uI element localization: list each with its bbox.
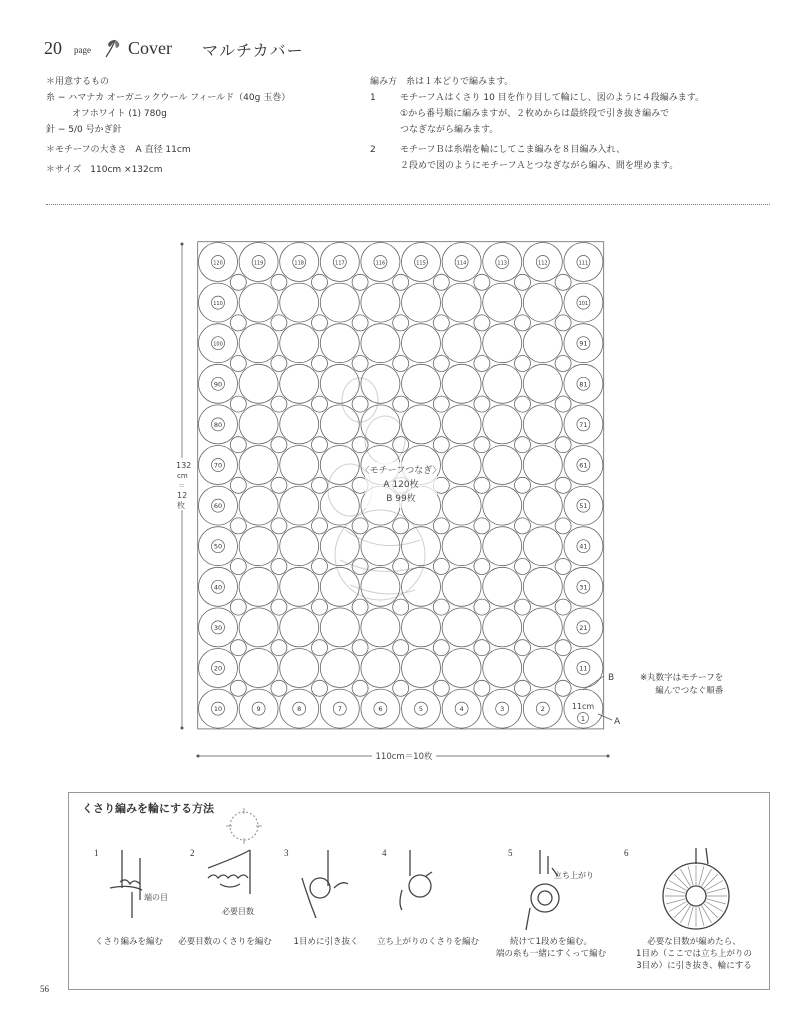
motif-a-circle xyxy=(361,405,400,444)
motif-a-circle xyxy=(320,283,359,322)
ring-stitch xyxy=(681,869,691,886)
motif-b-circle xyxy=(393,518,409,534)
motif-a-circle xyxy=(442,405,481,444)
step-5-number: 5 xyxy=(508,848,513,858)
motif-b-circle xyxy=(352,274,368,290)
motif-order-number: 60 xyxy=(213,502,223,511)
motif-a-circle xyxy=(280,405,319,444)
step-4-number: 4 xyxy=(382,848,387,858)
motif-order-number: 117 xyxy=(335,260,345,267)
motif-b-circle xyxy=(433,437,449,453)
motif-a-circle xyxy=(320,405,359,444)
motif-b-circle xyxy=(352,640,368,656)
motif-a-circle xyxy=(320,324,359,363)
hook-line: 針 − 5/0 号かぎ針 xyxy=(46,125,122,135)
ring-stitch xyxy=(669,902,686,912)
motif-b-circle xyxy=(515,599,531,615)
motif-b-circle xyxy=(271,315,287,331)
motif-order-number: 41 xyxy=(579,542,588,551)
motif-a-circle xyxy=(442,527,481,566)
motif-order-number: 8 xyxy=(297,705,302,714)
motif-order-number: 90 xyxy=(213,380,223,389)
motif-order-number: 81 xyxy=(579,380,588,389)
center-count-a: A 120枚 xyxy=(383,480,419,490)
motif-a-circle xyxy=(239,446,278,485)
ring-stitch xyxy=(669,881,686,891)
motif-a-circle xyxy=(523,446,562,485)
step-1-illustration xyxy=(110,850,142,918)
center-count-b: B 99枚 xyxy=(386,494,416,504)
motif-order-number: 40 xyxy=(213,583,223,592)
page-ref-word: page xyxy=(74,45,91,55)
motif-order-number: 10 xyxy=(213,705,223,714)
motif-order-number: 3 xyxy=(500,705,505,714)
motif-a-circle xyxy=(280,649,319,688)
yarn-color-line: オフホワイト (1) 780g xyxy=(72,109,167,119)
motif-a-circle xyxy=(361,324,400,363)
motif-b-circle xyxy=(352,518,368,534)
motif-order-number: 2 xyxy=(540,705,545,714)
motif-b-circle xyxy=(515,640,531,656)
chain-ring-icon xyxy=(224,806,264,846)
motif-b-circle xyxy=(433,559,449,575)
motif-b-circle xyxy=(474,274,490,290)
motif-size-label: 11cm xyxy=(571,702,595,711)
motif-order-number: 118 xyxy=(294,260,304,267)
ring-stitch xyxy=(699,907,704,926)
ring-stitch xyxy=(688,866,693,885)
motif-order-number: 20 xyxy=(213,664,223,673)
motif-b-circle xyxy=(271,396,287,412)
step-3-number: 3 xyxy=(284,848,289,858)
caption-line: 端の糸も一緒にすくって編む xyxy=(495,949,607,959)
motif-a-circle xyxy=(402,527,441,566)
step-number: 1 xyxy=(370,93,376,103)
cover-label: Cover xyxy=(128,38,172,58)
motif-a-circle xyxy=(361,649,400,688)
step-3-illustration xyxy=(302,850,348,918)
ring-stitch xyxy=(666,899,685,904)
motif-b-circle xyxy=(230,599,246,615)
motif-b-circle xyxy=(352,356,368,372)
motif-a-circle xyxy=(523,567,562,606)
motif-order-number: 70 xyxy=(213,461,223,470)
instructions-heading: 編み方 糸は１本どりで編みます。 xyxy=(370,77,514,87)
note-line: ※丸数字はモチーフを xyxy=(640,673,724,683)
motif-b-circle xyxy=(433,599,449,615)
motif-a-circle xyxy=(442,608,481,647)
motif-order-number: 119 xyxy=(253,260,264,267)
step-number: 2 xyxy=(370,145,376,155)
note-line: 編んでつなぐ順番 xyxy=(655,686,724,696)
motif-b-circle xyxy=(393,356,409,372)
motif-b-circle xyxy=(555,274,571,290)
step-2-number: 2 xyxy=(190,848,195,858)
motif-a-circle xyxy=(280,486,319,525)
materials-heading: ＊用意するもの xyxy=(46,77,110,87)
motif-a-circle xyxy=(402,405,441,444)
motif-b-circle xyxy=(515,356,531,372)
motif-a-circle xyxy=(280,446,319,485)
page-ref-number: 20 xyxy=(44,38,62,58)
step-1-caption: くさり編みを編む xyxy=(94,937,163,947)
motif-order-number: 6 xyxy=(378,705,383,714)
howto-title: くさり編みを輪にする方法 xyxy=(82,802,214,815)
motif-b-circle xyxy=(312,477,328,493)
motif-order-number: 9 xyxy=(256,705,261,714)
step-2-caption: 必要目数のくさりを編む xyxy=(178,937,272,947)
motif-b-circle xyxy=(312,640,328,656)
motif-b-circle xyxy=(271,518,287,534)
caption-line: 1目め（ここでは立ち上がりの xyxy=(636,949,752,959)
motif-a-circle xyxy=(483,364,522,403)
motif-a-circle xyxy=(280,608,319,647)
motif-b-circle xyxy=(433,315,449,331)
ring-stitch xyxy=(699,866,704,885)
motif-b-circle xyxy=(393,599,409,615)
motif-b-circle xyxy=(555,559,571,575)
motif-b-circle xyxy=(312,315,328,331)
motif-order-number: 115 xyxy=(416,260,426,267)
caption-line: 3目め）に引き抜き、輪にする xyxy=(636,961,752,971)
motif-a-circle xyxy=(361,283,400,322)
motif-a-circle xyxy=(402,324,441,363)
motif-b-circle xyxy=(515,680,531,696)
motif-order-number: 30 xyxy=(213,623,223,632)
motif-a-circle xyxy=(483,608,522,647)
step-text: ２段めで図のようにモチーフＡとつなぎながら編み、間を埋めます。 xyxy=(400,161,679,171)
motif-b-circle xyxy=(271,640,287,656)
howto-illustrations xyxy=(80,848,760,930)
motif-order-number: 51 xyxy=(579,502,588,511)
motif-b-circle xyxy=(393,640,409,656)
motif-order-number: 5 xyxy=(418,705,424,714)
size-line: ＊サイズ 110cm ×132cm xyxy=(46,165,163,175)
motif-a-circle xyxy=(361,527,400,566)
step-5-label: 立ち上がり xyxy=(554,871,594,880)
motif-a-circle xyxy=(402,364,441,403)
motif-b-circle xyxy=(474,437,490,453)
step-2-illustration xyxy=(208,850,250,894)
motif-b-circle xyxy=(474,599,490,615)
motif-a-circle xyxy=(523,486,562,525)
motif-b-circle xyxy=(515,559,531,575)
step-5-illustration xyxy=(526,850,559,930)
motif-b-circle xyxy=(230,274,246,290)
ring-stitch xyxy=(674,874,688,888)
motif-a-circle xyxy=(523,324,562,363)
motif-order-number: 120 xyxy=(213,260,223,267)
motif-order-number: 21 xyxy=(579,623,588,632)
motif-a-circle xyxy=(239,608,278,647)
step-4-illustration xyxy=(400,850,432,910)
motif-a-circle xyxy=(523,405,562,444)
motif-a-circle xyxy=(442,649,481,688)
ring-stitch xyxy=(674,904,688,918)
step-5-caption xyxy=(494,936,608,960)
motif-order-number: 113 xyxy=(497,260,507,267)
motif-b-circle xyxy=(433,640,449,656)
motif-a-circle xyxy=(483,649,522,688)
motif-a-circle xyxy=(239,649,278,688)
width-label: 110cm＝10枚 xyxy=(375,752,433,762)
motif-b-circle xyxy=(393,274,409,290)
motif-a-circle xyxy=(320,364,359,403)
motif-order-number: 114 xyxy=(456,260,467,267)
motif-a-circle xyxy=(442,364,481,403)
motif-a-circle xyxy=(239,486,278,525)
motif-b-circle xyxy=(474,559,490,575)
step-3-caption: 1目めに引き抜く xyxy=(293,937,359,947)
step-1-label: 端の目 xyxy=(144,893,168,902)
motif-b-circle xyxy=(393,396,409,412)
motif-order-number: 110 xyxy=(213,301,223,308)
motif-b-circle xyxy=(271,274,287,290)
motif-b-circle xyxy=(515,274,531,290)
motif-a-circle xyxy=(361,364,400,403)
motif-b-circle xyxy=(555,356,571,372)
motif-a-circle xyxy=(442,324,481,363)
motif-order-number: 116 xyxy=(375,260,386,267)
motif-order-number: 31 xyxy=(579,583,588,592)
motif-a-circle xyxy=(320,608,359,647)
step-text: モチーフＢは糸端を輪にしてこま編みを８目編み入れ、 xyxy=(400,145,626,155)
height-label-count: 12 xyxy=(177,491,188,500)
motif-b-circle xyxy=(474,518,490,534)
motif-b-circle xyxy=(312,559,328,575)
caption-line: 続けて1段めを編む。 xyxy=(510,937,592,947)
motif-b-circle xyxy=(230,315,246,331)
ring-stitch xyxy=(706,881,723,891)
step-text: つなぎながら編みます。 xyxy=(400,125,499,135)
caption-line: 必要な目数が編めたら、 xyxy=(647,937,741,947)
motif-b-circle xyxy=(312,274,328,290)
motif-a-circle xyxy=(483,446,522,485)
step-2-label: 必要目数 xyxy=(222,907,254,916)
motif-b-circle xyxy=(352,396,368,412)
motif-order-number: 80 xyxy=(213,420,223,429)
motif-a-circle xyxy=(523,527,562,566)
step-6-caption xyxy=(626,936,762,972)
motif-order-number: 91 xyxy=(579,339,588,348)
ring-stitch xyxy=(702,906,712,923)
motif-size-line: ＊モチーフの大きさ A 直径 11cm xyxy=(46,145,191,155)
motif-b-circle xyxy=(230,640,246,656)
motif-b-circle xyxy=(230,477,246,493)
motif-b-circle xyxy=(474,315,490,331)
motif-a-circle xyxy=(361,608,400,647)
motif-a-circle xyxy=(523,649,562,688)
motif-b-circle xyxy=(515,396,531,412)
motif-b-circle xyxy=(271,437,287,453)
motif-a-circle xyxy=(280,324,319,363)
motif-b-circle xyxy=(271,599,287,615)
ring-stitch xyxy=(702,869,712,886)
motif-b-circle xyxy=(230,518,246,534)
motif-a-circle xyxy=(402,283,441,322)
motif-b-circle xyxy=(312,396,328,412)
motif-b-circle xyxy=(433,396,449,412)
motif-a-circle xyxy=(239,364,278,403)
motif-order-number: 50 xyxy=(213,542,223,551)
motif-b-circle xyxy=(555,680,571,696)
motif-a-circle xyxy=(442,486,481,525)
step-text: ①から番号順に編みますが、２枚めからは最終段で引き抜き編みで xyxy=(400,109,670,119)
motif-a-circle xyxy=(320,446,359,485)
page-number: 56 xyxy=(40,984,49,994)
motif-b-circle xyxy=(433,356,449,372)
motif-b-circle xyxy=(230,437,246,453)
motif-a-circle xyxy=(442,283,481,322)
motif-b-circle xyxy=(393,559,409,575)
motif-b-circle xyxy=(352,680,368,696)
motif-a-circle xyxy=(483,283,522,322)
height-label-eq: ＝ xyxy=(178,482,185,490)
motif-b-circle xyxy=(474,356,490,372)
height-label-unit2: 枚 xyxy=(177,501,185,510)
height-label-value: 132 xyxy=(176,461,192,470)
motif-a-circle xyxy=(320,649,359,688)
motif-b-circle xyxy=(515,518,531,534)
step-text: モチーフＡはくさり 10 目を作り目して輪にし、図のように４段編みます。 xyxy=(400,93,705,103)
ring-stitch xyxy=(706,902,723,912)
motif-a-circle xyxy=(483,567,522,606)
motif-a-circle xyxy=(523,283,562,322)
motif-b-circle xyxy=(230,356,246,372)
motif-b-circle xyxy=(393,680,409,696)
motif-b-circle xyxy=(555,518,571,534)
motif-b-circle xyxy=(433,274,449,290)
motif-b-circle xyxy=(433,518,449,534)
motif-a-circle xyxy=(483,486,522,525)
motif-b-circle xyxy=(555,315,571,331)
motif-a-circle xyxy=(280,364,319,403)
motif-b-circle xyxy=(230,559,246,575)
step-6-number: 6 xyxy=(624,848,629,858)
step-4-caption: 立ち上がりのくさりを編む xyxy=(376,937,479,947)
ring-stitch xyxy=(704,874,718,888)
motif-b-circle xyxy=(312,599,328,615)
motif-b-circle xyxy=(555,437,571,453)
page-title: マルチカバー xyxy=(202,41,304,60)
motif-b-circle xyxy=(230,396,246,412)
motif-a-circle xyxy=(523,608,562,647)
ring-stitch xyxy=(666,888,685,893)
motif-order-number: 4 xyxy=(459,705,464,714)
label-a: A xyxy=(614,717,621,727)
motif-b-circle xyxy=(352,599,368,615)
motif-a-circle xyxy=(280,283,319,322)
label-b: B xyxy=(608,673,615,683)
motif-b-circle xyxy=(312,356,328,372)
motif-order-number: 112 xyxy=(538,260,548,267)
motif-b-circle xyxy=(474,640,490,656)
motif-b-circle xyxy=(555,640,571,656)
motif-b-circle xyxy=(393,315,409,331)
step-1-number: 1 xyxy=(94,848,99,858)
motif-a-circle xyxy=(239,567,278,606)
center-title: 〈モチーフつなぎ〉 xyxy=(360,466,442,476)
ring-stitch xyxy=(688,907,693,926)
motif-a-circle xyxy=(483,324,522,363)
motif-b-circle xyxy=(393,437,409,453)
motif-a-circle xyxy=(442,446,481,485)
motif-b-circle xyxy=(474,680,490,696)
motif-order-number: 11 xyxy=(579,664,588,673)
motif-b-circle xyxy=(312,437,328,453)
motif-order-number: 100 xyxy=(213,341,223,348)
ring-stitch xyxy=(681,906,691,923)
motif-order-number: 101 xyxy=(578,301,589,308)
motif-b-circle xyxy=(474,477,490,493)
motif-b-circle xyxy=(352,315,368,331)
motif-order-number: 111 xyxy=(578,260,589,267)
motif-b-circle xyxy=(271,477,287,493)
motif-a-circle xyxy=(402,649,441,688)
motif-b-circle xyxy=(271,680,287,696)
motif-b-circle xyxy=(555,396,571,412)
motif-order-number: 71 xyxy=(579,420,588,429)
ring-stitch xyxy=(707,888,726,893)
motif-a-circle xyxy=(239,405,278,444)
ring-stitch xyxy=(707,899,726,904)
ring-stitch xyxy=(704,904,718,918)
motif-a-circle xyxy=(280,527,319,566)
motif-b-circle xyxy=(555,477,571,493)
motif-a-circle xyxy=(483,527,522,566)
motif-b-circle xyxy=(515,315,531,331)
motif-a-circle xyxy=(239,527,278,566)
motif-order-number: 7 xyxy=(337,705,342,714)
motif-b-circle xyxy=(312,518,328,534)
motif-b-circle xyxy=(230,680,246,696)
motif-b-circle xyxy=(515,477,531,493)
motif-a-circle xyxy=(483,405,522,444)
yarn-line: 糸 − ハマナカ オーガニックウール フィールド（40g 玉巻） xyxy=(46,93,291,103)
motif-b-circle xyxy=(271,356,287,372)
height-label-unit: cm xyxy=(177,472,188,480)
motif-a-circle xyxy=(239,324,278,363)
motif-b-circle xyxy=(474,396,490,412)
motif-b-circle xyxy=(312,680,328,696)
first-motif-label: 1 xyxy=(580,715,586,723)
motif-b-circle xyxy=(555,599,571,615)
motif-b-circle xyxy=(515,437,531,453)
motif-a-circle xyxy=(402,608,441,647)
motif-order-number: 61 xyxy=(579,461,588,470)
motif-b-circle xyxy=(271,559,287,575)
motif-a-circle xyxy=(280,567,319,606)
motif-b-circle xyxy=(433,680,449,696)
diagram-note xyxy=(640,672,723,698)
motif-a-circle xyxy=(523,364,562,403)
motif-a-circle xyxy=(239,283,278,322)
motif-a-circle xyxy=(320,527,359,566)
motif-a-circle xyxy=(442,567,481,606)
